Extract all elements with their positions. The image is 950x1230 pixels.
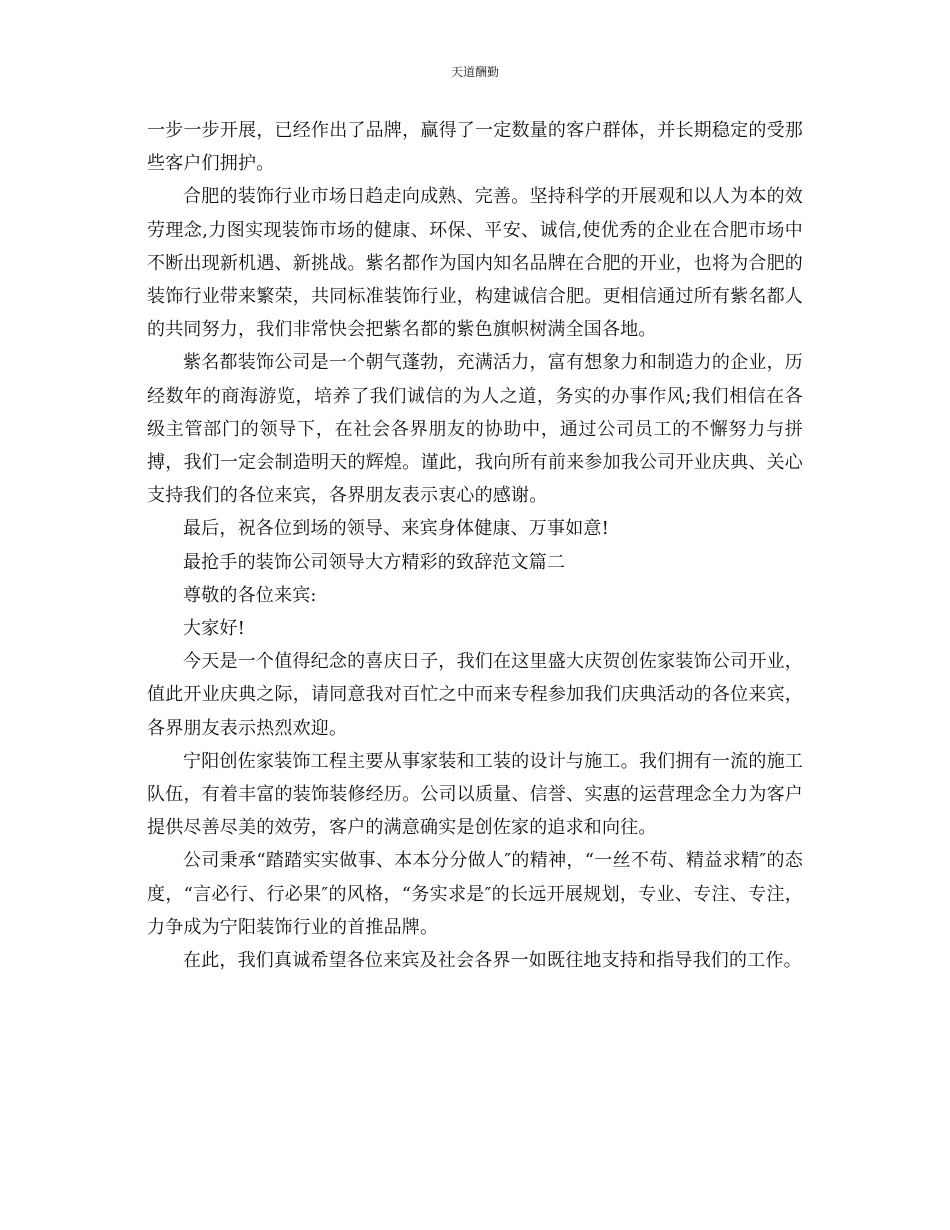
paragraph: 紫名都装饰公司是一个朝气蓬勃，充满活力，富有想象力和制造力的企业，历经数年的商海游览，培养了我们诚信的为人之道，务实的办事作风;我们相信在各级主管部门的领导下，在社会各界朋友的协助中，通过公司员工的不懈努力与拼搏，我们一定会制造明天的辉煌。谨此，我向所有前来参加我公司开业庆典、关心支持我们的各位来宾，各界朋友表示衷心的感谢。	[147, 352, 803, 507]
paragraph: 宁阳创佐家装饰工程主要从事家装和工装的设计与施工。我们拥有一流的施工队伍，有着丰富的装饰装修经历。公司以质量、信誉、实惠的运营理念全力为客户提供尽善尽美的效劳，客户的满意确实是创佐家的追求和向往。	[147, 750, 803, 839]
paragraph: 公司秉承“踏踏实实做事、本本分分做人″的精神，“一丝不苟、精益求精″的态度，“言必行、行必果″的风格，“务实求是″的长远开展规划，专业、专注、专注，力争成为宁阳装饰行业的首推品牌。	[147, 850, 803, 938]
page-header: 天道酬勤	[450, 65, 499, 79]
paragraph: 在此，我们真诚希望各位来宾及社会各界一如既往地支持和指导我们的工作。	[183, 950, 802, 972]
paragraph: 今天是一个值得纪念的喜庆日子，我们在这里盛大庆贺创佐家装饰公司开业，值此开业庆典之际，请同意我对百忙之中而来专程参加我们庆典活动的各位来宾，各界朋友表示热烈欢迎。	[147, 651, 803, 739]
document-body	[147, 114, 803, 977]
closing-wish: 最后，祝各位到场的领导、来宾身体健康、万事如意!	[183, 518, 610, 540]
section-title: 最抢手的装饰公司领导大方精彩的致辞范文篇二	[183, 551, 566, 573]
paragraph: 一步一步开展，已经作出了品牌，赢得了一定数量的客户群体，并长期稳定的受那些客户们拥护。	[147, 120, 803, 175]
greeting: 大家好!	[183, 618, 246, 640]
paragraph: 合肥的装饰行业市场日趋走向成熟、完善。坚持科学的开展观和以人为本的效劳理念,力图实现装饰市场的健康、环保、平安、诚信,使优秀的企业在合肥市场中不断出现新机遇、新挑战。紫名都作为国内知名品牌在合肥的开业，也将为合肥的装饰行业带来繁荣，共同标准装饰行业，构建诚信合肥。更相信通过所有紫名都人的共同努力，我们非常快会把紫名都的紫色旗帜树满全国各地。	[147, 186, 803, 341]
salutation: 尊敬的各位来宾:	[183, 584, 317, 606]
